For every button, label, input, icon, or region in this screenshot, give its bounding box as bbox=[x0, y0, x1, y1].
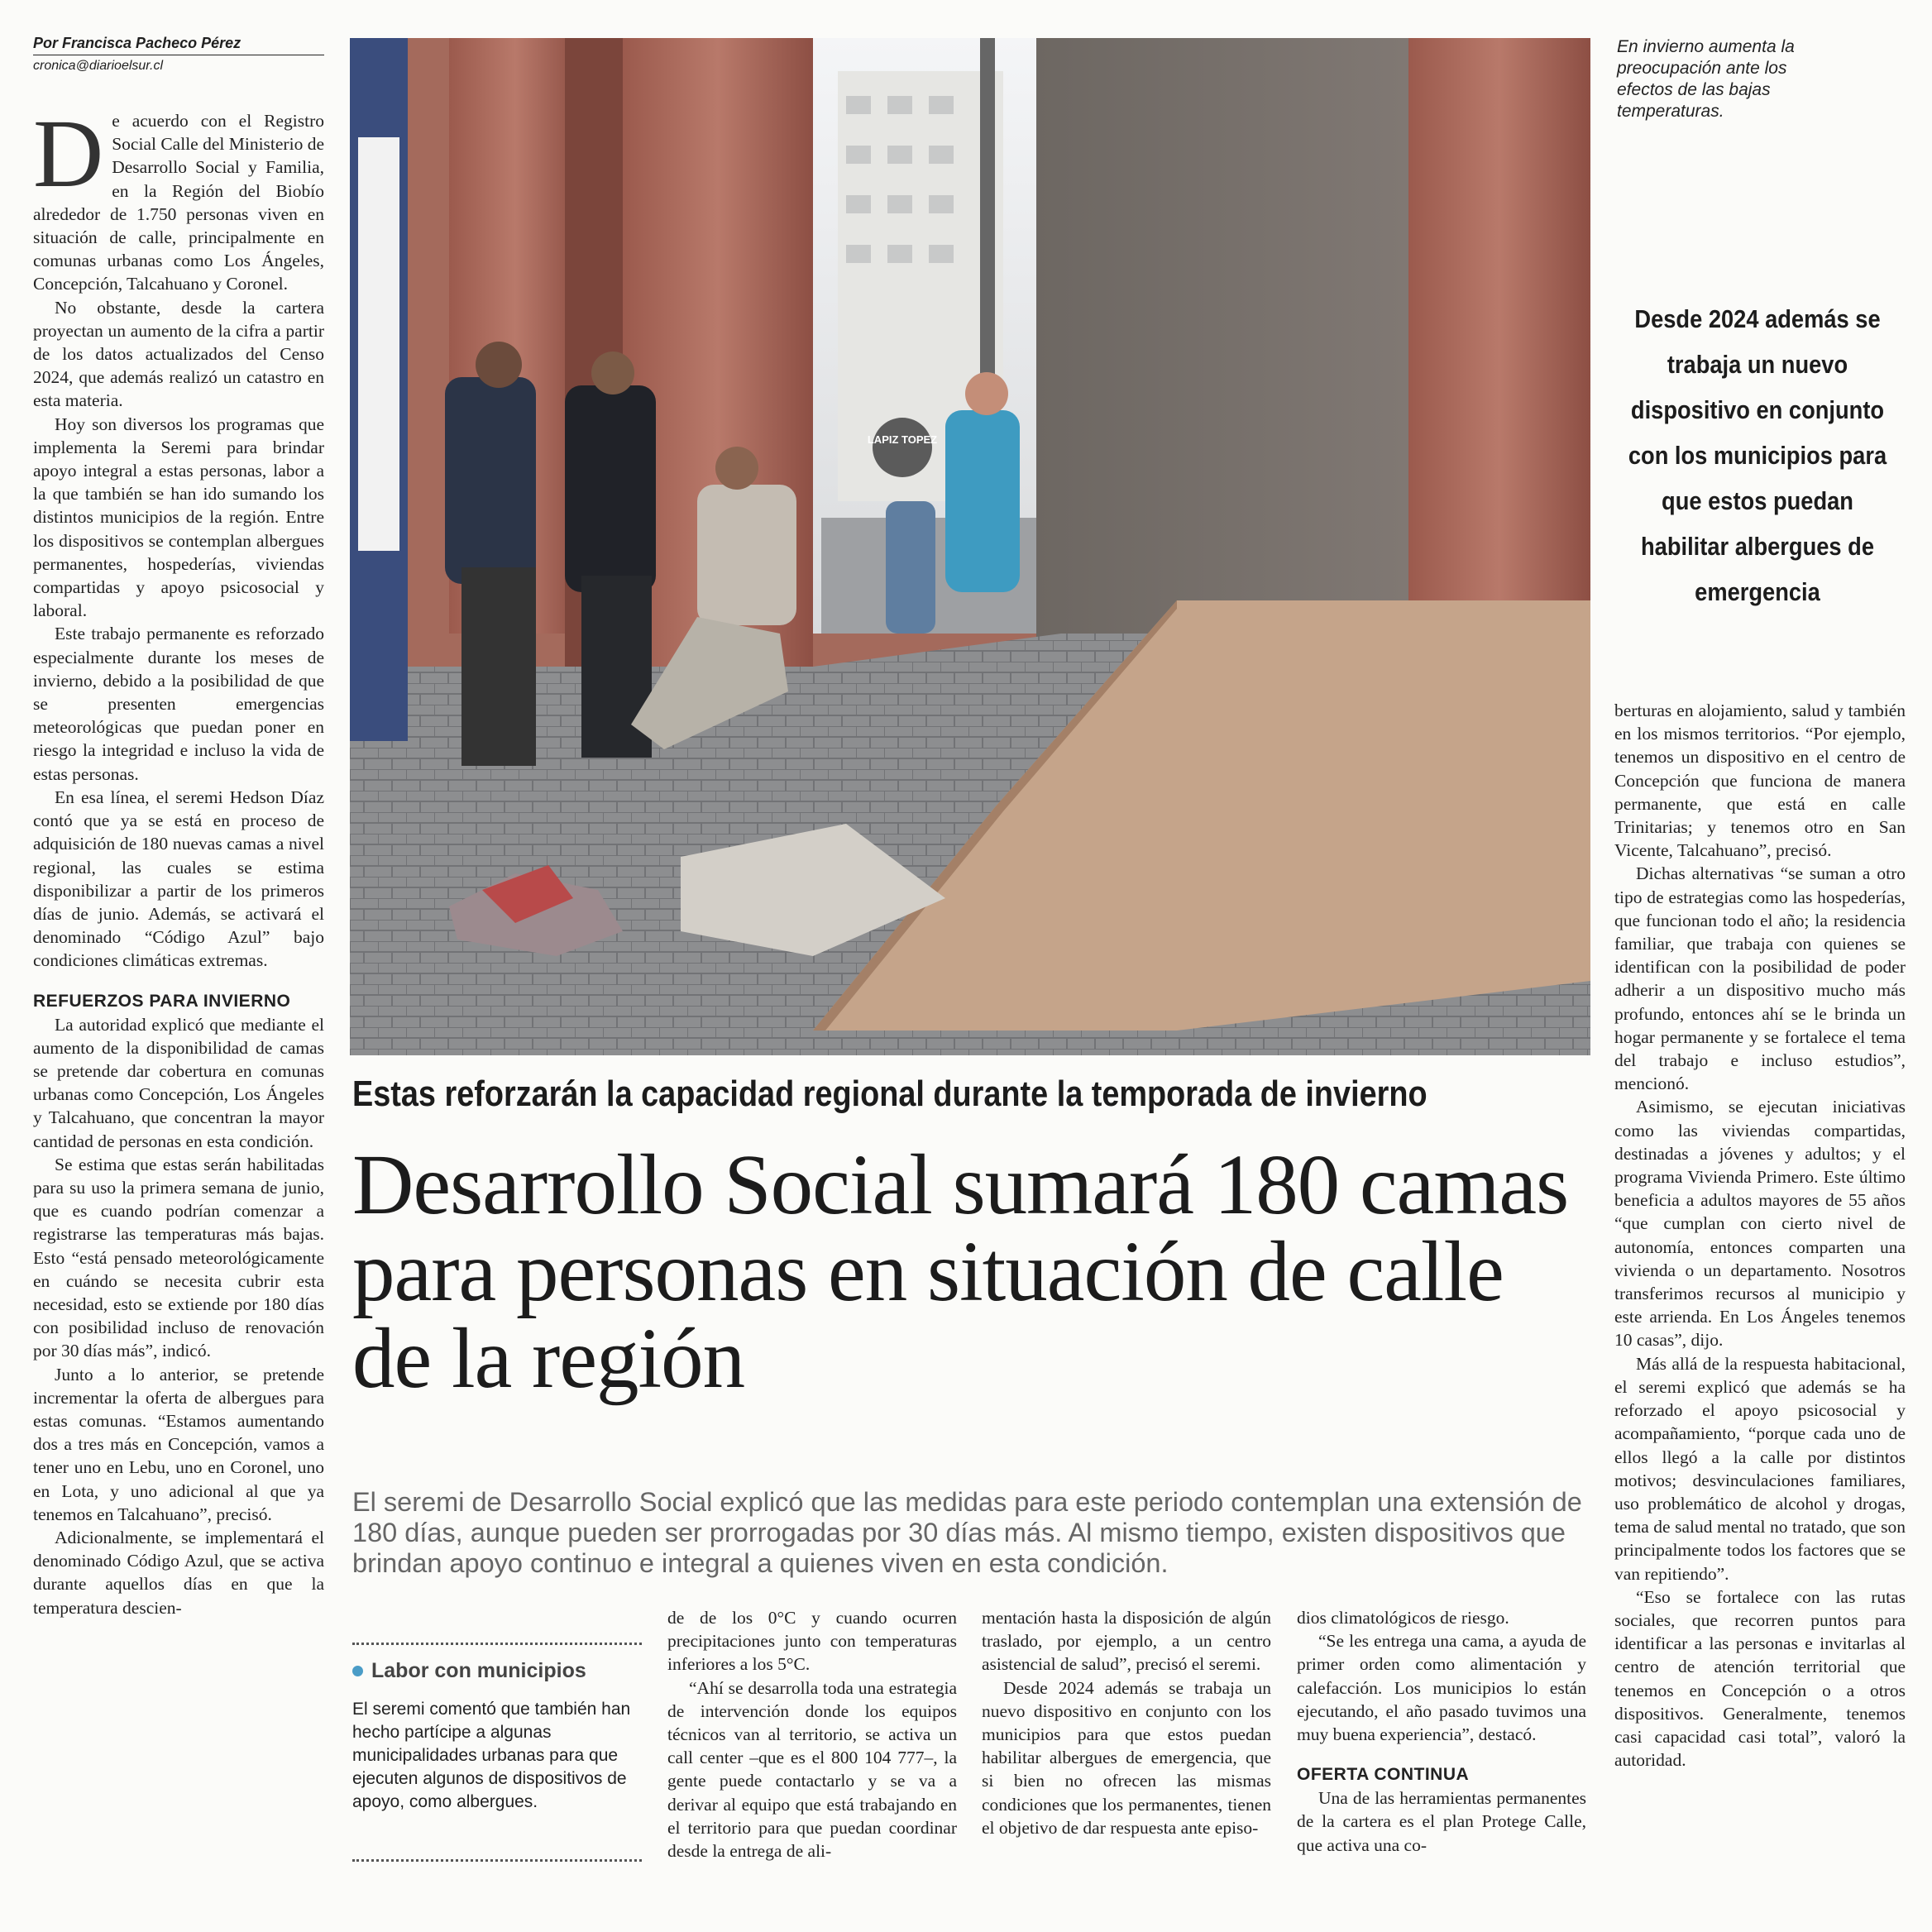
bullet-dot-icon bbox=[352, 1666, 363, 1676]
box-text: El seremi comentó que también han hecho partícipe a algunas municipalidades urbanas para que ejecuten algunos de dispositivos de apoyo, como albergues. bbox=[352, 1700, 631, 1811]
paragraph: Más allá de la respuesta habitacional, el seremi explicó que además se ha reforzado el apoyo psicosocial y acompañamiento, “porque cada uno de ellos llegó a la calle por distintos motivos; desvinculaciones familiares, uso problemático de alcohol y drogas, tema de salud mental no tratado, que son principalmente todos los factores que se van repitiendo”. bbox=[1614, 1353, 1906, 1584]
pull-quote: Desde 2024 además se trabaja un nuevo dispositivo en conjunto con los municipios para que estos puedan habilitar albergues de emergencia bbox=[1628, 304, 1887, 606]
paragraph: berturas en alojamiento, salud y también en los mismos territorios. “Por ejemplo, tenemos un dispositivo en el centro de Concepción que funciona de manera permanente, que está en calle Trinitarias; y tenemos otro en San Vicente, Talcahuano”, precisó. bbox=[1614, 701, 1906, 861]
article-column-6 bbox=[1614, 699, 1906, 1772]
shop-sign: LAPIZ TOPEZ bbox=[867, 433, 938, 446]
article-column-1 bbox=[33, 99, 324, 1619]
paragraph: Se estima que estas serán habilitadas para su uso la primera semana de junio, que es cuando podrían comenzar a registrarse las temperaturas más bajas. Esto “está pensado meteorológicamente en cuándo se necesita cubrir esta necesidad, esto se extiende por 180 días con posibilidad incluso de renovación por 30 días más”, indicó. bbox=[33, 1154, 324, 1361]
paragraph: La autoridad explicó que mediante el aumento de la disponibilidad de camas se pretende dar cobertura en comunas urbanas como Concepción, Los Ángeles y Talcahuano, que concentran la mayor cantidad de personas en esta condición. bbox=[33, 1014, 324, 1151]
author-email: cronica@diarioelsur.cl bbox=[33, 59, 164, 73]
subhead-oferta-continua: OFERTA CONTINUA bbox=[1297, 1765, 1470, 1785]
byline bbox=[33, 35, 324, 74]
kicker: Estas reforzarán la capacidad regional durante la temporada de invierno bbox=[352, 1074, 1427, 1114]
author-name: Por Francisca Pacheco Pérez bbox=[33, 35, 324, 55]
box-title: Labor con municipios bbox=[352, 1659, 642, 1683]
paragraph: Este trabajo permanente es reforzado especialmente durante los meses de invierno, debido a la posibilidad de que se presenten emergencias meteorológicas que puedan poner en riesgo la integridad e incluso la vida de estas personas. bbox=[33, 624, 324, 784]
paragraph: de de los 0°C y cuando ocurren precipitaciones junto con temperaturas inferiores a los 5°C. bbox=[667, 1608, 957, 1675]
lead-paragraph: De acuerdo con el Registro Social Calle del Ministerio de Desarrollo Social y Familia, en la Región del Biobío alrededor de 1.750 personas viven en situación de calle, principalmente en comunas urbanas como Los Ángeles, Concepción, Talcahuano y Coronel. bbox=[33, 99, 324, 294]
box-bottom-rule bbox=[352, 1859, 642, 1862]
article-column-4 bbox=[982, 1606, 1271, 1839]
paragraph: mentación hasta la disposición de algún traslado, por ejemplo, a un centro asistencial de salud”, precisó el seremi. bbox=[982, 1608, 1271, 1675]
paragraph: dios climatológicos de riesgo. bbox=[1297, 1608, 1509, 1628]
paragraph: “Eso se fortalece con las rutas sociales, que recorren puntos para identificar a las personas e invitarlas al centro de atención territorial que tenemos en Concepción o a otros dispositivos. Generalmente, tenemos casi capacidad casi total”, valoró la autoridad. bbox=[1614, 1586, 1906, 1771]
box-top-rule bbox=[352, 1643, 642, 1645]
street-scene-image bbox=[350, 38, 1590, 1055]
paragraph: En esa línea, el seremi Hedson Díaz contó que ya se está en proceso de adquisición de 180 nuevas camas a nivel regional, las cuales se estima disponibilizar a partir de los primeros días de junio. Además, se activará el denominado “Código Azul” bajo condiciones climáticas extremas. bbox=[33, 787, 324, 971]
article-column-3 bbox=[667, 1606, 957, 1863]
subhead-refuerzos: REFUERZOS PARA INVIERNO bbox=[33, 991, 291, 1011]
lede: El seremi de Desarrollo Social explicó que las medidas para este periodo contemplan una extensión de 180 días, aunque pueden ser prorrogadas por 30 días más. Al mismo tiempo, existen dispositivos que brindan apoyo continuo e integral a quienes viven en esta condición. bbox=[352, 1487, 1582, 1578]
paragraph: Adicionalmente, se implementará el denominado Código Azul, que se activa durante aquellos días en que la temperatura descien- bbox=[33, 1527, 324, 1618]
dropcap: D bbox=[33, 99, 104, 208]
paragraph: Hoy son diversos los programas que implementa la Seremi para brindar apoyo integral a estas personas, labor a la que también se han ido sumando los distintos municipios de la región. Entre los dispositivos se contemplan albergues permanentes, hospederías, viviendas compartidas y apoyo psicosocial y laboral. bbox=[33, 414, 324, 621]
headline: Desarrollo Social sumará 180 camas para personas en situación de calle de la región bbox=[352, 1137, 1569, 1406]
paragraph: Junto a lo anterior, se pretende incrementar la oferta de albergues para estas comunas. “Estamos aumentando dos a tres más en Concepción, vamos a tener uno en Lebu, uno en Coronel, uno en Lota, y uno adicional al que ya tenemos en Talcahuano”, precisó. bbox=[33, 1364, 324, 1524]
paragraph: Asimismo, se ejecutan iniciativas como las viviendas compartidas, destinadas a jóvenes y adultos; y el programa Vivienda Primero. Este último beneficia a adultos mayores de 55 años “que cumplan con cierto nivel de autonomía, entonces comparten una vivienda o un departamento. Nosotros transferimos recursos al municipio y este arrienda. En Los Ángeles tenemos 10 casas”, dijo. bbox=[1614, 1097, 1906, 1351]
paragraph: Desde 2024 además se trabaja un nuevo dispositivo en conjunto con los municipios para que estos puedan habilitar albergues de emergencia, que si bien no ofrecen las mismas condiciones que los permanentes, tienen el objetivo de dar respuesta ante episo- bbox=[982, 1677, 1271, 1838]
paragraph: “Se les entrega una cama, a ayuda de primer orden como alimentación y calefacción. Los municipios lo están ejecutando, el año pasado tuvimos una muy buena experiencia”, destacó. bbox=[1297, 1631, 1586, 1745]
paragraph: No obstante, desde la cartera proyectan un aumento de la cifra a partir de los datos actualizados del Censo 2024, que además realizó un catastro en esta materia. bbox=[33, 297, 324, 411]
article-photo bbox=[350, 38, 1590, 1055]
box-labor-municipios bbox=[352, 1659, 642, 1814]
paragraph: Dichas alternativas “se suman a otro tipo de estrategias como las hospederías, que funcionan todo el año; la residencia familiar, que trabaja con quienes se identifican con la posibilidad de poder adherir a un dispositivo mucho más profundo, entonces ahí se le brinda un hogar permanente y se fortalece el tema del trabajo e incluso estudios”, mencionó. bbox=[1614, 863, 1906, 1094]
photo-caption: En invierno aumenta la preocupación ante los efectos de las bajas temperaturas. bbox=[1617, 37, 1795, 121]
paragraph: “Ahí se desarrolla toda una estrategia de intervención donde los equipos técnicos van al territorio, se activa un call center –que es el 800 104 777–, la gente puede contactarlo y se va a derivar al equipo que está trabajando en el territorio para que puedan coordinar desde la entrega de ali- bbox=[667, 1677, 957, 1862]
paragraph: Una de las herramientas permanentes de la cartera es el plan Protege Calle, que activa una co- bbox=[1297, 1788, 1586, 1855]
article-column-5 bbox=[1297, 1606, 1586, 1857]
